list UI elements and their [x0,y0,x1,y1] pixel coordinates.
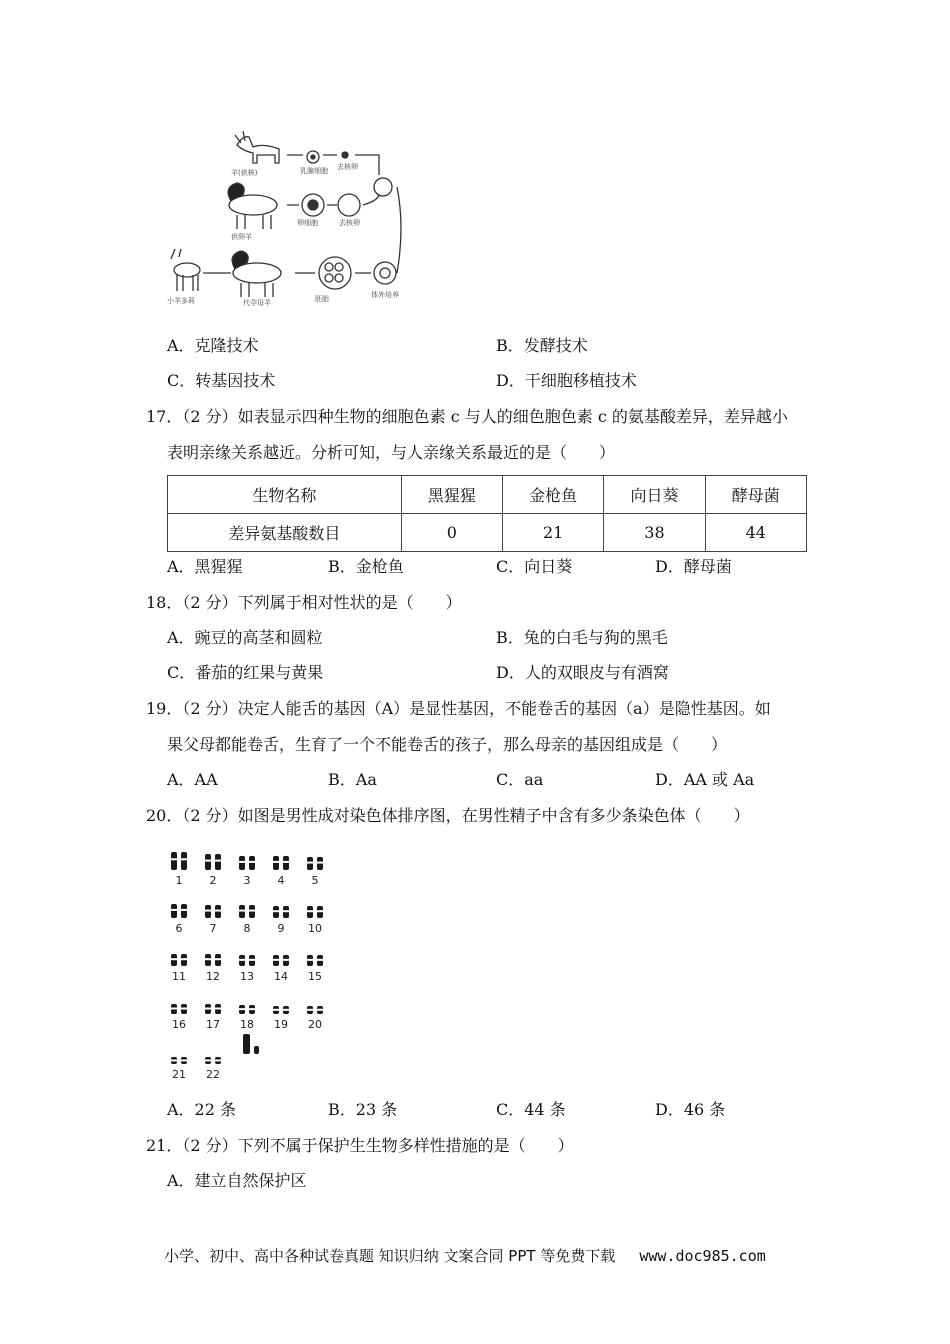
centromere-band [282,910,290,912]
chromosome [205,854,211,870]
centromere-band [204,910,212,912]
footer-url[interactable]: www.doc985.com [639,1247,766,1265]
centromere-band [238,1008,246,1010]
chromosome-pair [272,1006,290,1014]
centromere-band [170,1008,178,1010]
centromere-band [306,862,314,864]
chromosome-number-label: 22 [206,1068,220,1081]
chromosome-pair [306,955,324,966]
q20-option-d: D．46 条 [655,1100,726,1119]
q16-option-a: A．克隆技术 [167,336,259,355]
centromere-band [180,1059,188,1061]
centromere-band [316,1009,324,1011]
centromere-band [282,959,290,961]
q17-option-d: D．酵母菌 [655,557,732,576]
centromere-band [170,858,178,860]
q18-option-b: B．兔的白毛与狗的黑毛 [496,628,668,647]
chromosome-pair [306,1006,324,1014]
table-cell: 44 [705,514,806,552]
q20-option-b: B．23 条 [328,1100,398,1119]
chromosome [181,852,187,870]
centromere-band [316,862,324,864]
q16-option-c: C．转基因技术 [167,371,276,390]
q16-option-b: B．发酵技术 [496,336,588,355]
table-cell: 向日葵 [604,476,705,514]
centromere-band [214,958,222,960]
chromosome-pair [238,905,256,918]
chromosome-number-label: 15 [308,970,322,983]
svg-text:卵细胞: 卵细胞 [297,219,318,227]
chromosome-pair [306,857,324,870]
chromosome-pair [272,955,290,966]
centromere-band [214,1008,222,1010]
svg-text:胚胎: 胚胎 [315,295,329,303]
centromere-band [214,910,222,912]
centromere-band [238,861,246,863]
svg-text:体外培养: 体外培养 [371,291,399,299]
q19-option-b: B．Aa [328,770,377,789]
centromere-band [180,909,188,911]
centromere-band [316,910,324,912]
q17-option-b: B．金枪鱼 [328,557,404,576]
svg-text:供卵羊: 供卵羊 [231,233,252,241]
table-cell: 金枪鱼 [502,476,603,514]
centromere-band [204,860,212,862]
centromere-band [204,958,212,960]
chromosome-pair [170,904,188,918]
q21-option-a: A．建立自然保护区 [167,1171,307,1190]
centromere-band [170,909,178,911]
centromere-band [248,861,256,863]
chromosome [171,852,177,870]
q19-option-d: D．AA 或 Aa [655,770,755,789]
centromere-band [306,959,314,961]
chromosome-number-label: 8 [243,922,251,935]
chromosome-number-label: 13 [240,970,254,983]
chromosome-number-label: 21 [172,1068,186,1081]
q18-option-c: C．番茄的红果与黄果 [167,663,324,682]
chromosome-number-label: 10 [308,922,322,935]
q18-option-a: A．豌豆的高茎和圆粒 [167,628,323,647]
chromosome-number-label: 9 [277,922,285,935]
chromosome-number-label: 4 [277,874,285,887]
centromere-band [214,860,222,862]
q18-stem: 18．（2 分）下列属于相对性状的是（ ） [146,593,462,612]
chromosome-pair [204,1057,222,1064]
svg-text:代孕母羊: 代孕母羊 [243,299,271,307]
q17-stem-line1: 17．（2 分）如表显示四种生物的细胞色素 c 与人的细色胞色素 c 的氨基酸差异，差异越小 [146,407,788,426]
centromere-band [248,1008,256,1010]
chromosome-pair [306,906,324,918]
q18-option-d: D．人的双眼皮与有酒窝 [496,663,669,682]
centromere-band [238,959,246,961]
chromosome-pair [238,856,256,870]
centromere-band [180,858,188,860]
chromosome-pair [204,854,222,870]
chromosome-pair [170,852,188,870]
chromosome [273,856,279,870]
svg-text:羊(供核): 羊(供核) [231,169,258,177]
chromosome-number-label: 2 [209,874,217,887]
page-footer [164,1245,766,1266]
q20-option-c: C．44 条 [496,1100,566,1119]
chromosome-number-label: 7 [209,922,217,935]
chromosome-number-label: 19 [274,1018,288,1031]
centromere-band [238,910,246,912]
centromere-band [316,959,324,961]
male-karyotype-figure [165,842,340,1082]
chromosome-pair [204,905,222,918]
svg-text:小羊多莉: 小羊多莉 [167,297,195,305]
chromosome [239,856,245,870]
chromosome-pair [204,954,222,966]
cloning-diagram-figure [165,125,413,310]
chromosome-number-label: 1 [175,874,183,887]
table-cell: 差异氨基酸数目 [168,514,402,552]
chromosome-number-label: 14 [274,970,288,983]
cloned-kid-goat [171,249,200,291]
q16-option-d: D．干细胞移植技术 [496,371,637,390]
footer-text: 小学、初中、高中各种试卷真题 知识归纳 文案合同 PPT 等免费下载 [164,1247,616,1265]
q17-option-a: A．黑猩猩 [167,557,243,576]
chromosome-pair [170,1057,188,1064]
centromere-band [248,959,256,961]
surrogate-goat-c [232,251,281,297]
centromere-band [272,861,280,863]
q20-option-a: A．22 条 [167,1100,237,1119]
sex-chromosome-pair [243,1034,259,1054]
table-cell: 生物名称 [168,476,402,514]
table-cell: 0 [401,514,502,552]
chromosome-pair [204,1004,222,1014]
centromere-band [272,910,280,912]
chromosome [249,856,255,870]
svg-text:去核卵: 去核卵 [337,163,358,171]
chromosome-pair [170,954,188,966]
x-chromosome [243,1034,250,1054]
q19-option-c: C．aa [496,770,544,789]
table-header-row [168,476,807,514]
chromosome [181,904,187,918]
q19-stem-line1: 19．（2 分）决定人能舌的基因（A）是显性基因，不能卷舌的基因（a）是隐性基因。如 [146,699,771,718]
centromere-band [180,1008,188,1010]
q21-stem: 21．（2 分）下列不属于保护生生物多样性措施的是（ ） [146,1136,574,1155]
centromere-band [180,958,188,960]
chromosome-pair [238,955,256,966]
centromere-band [272,1009,280,1011]
chromosome [283,856,289,870]
chromosome [215,854,221,870]
q20-stem: 20．（2 分）如图是男性成对染色体排序图，在男性精子中含有多少条染色体（ ） [146,806,750,825]
centromere-band [306,910,314,912]
centromere-band [272,959,280,961]
table-cell: 黑猩猩 [401,476,502,514]
svg-text:去核卵: 去核卵 [339,219,360,227]
y-chromosome [254,1046,259,1054]
table-cell: 21 [502,514,603,552]
centromere-band [204,1008,212,1010]
svg-text:乳腺细胞: 乳腺细胞 [300,167,328,175]
chromosome-number-label: 12 [206,970,220,983]
q19-stem-line2: 果父母都能卷舌，生育了一个不能卷舌的孩子，那么母亲的基因组成是（ ） [167,735,728,754]
chromosome [171,904,177,918]
amino-acid-difference-table [167,475,807,552]
centromere-band [204,1059,212,1061]
centromere-band [282,1009,290,1011]
centromere-band [306,1009,314,1011]
chromosome-number-label: 6 [175,922,183,935]
q19-option-a: A．AA [167,770,218,789]
chromosome-pair [238,1005,256,1014]
q17-option-c: C．向日葵 [496,557,573,576]
chromosome-number-label: 20 [308,1018,322,1031]
table-cell: 酵母菌 [705,476,806,514]
chromosome-number-label: 17 [206,1018,220,1031]
chromosome-number-label: 5 [311,874,319,887]
donor-goat-a [235,131,279,163]
chromosome-pair [170,1004,188,1014]
centromere-band [282,861,290,863]
chromosome-pair [272,856,290,870]
chromosome-number-label: 11 [172,970,186,983]
chromosome-pair [272,906,290,918]
q17-stem-line2: 表明亲缘关系越近。分析可知，与人亲缘关系最近的是（ ） [167,443,616,462]
chromosome-number-label: 3 [243,874,251,887]
centromere-band [214,1059,222,1061]
table-cell: 38 [604,514,705,552]
donor-goat-b [228,183,277,229]
chromosome-number-label: 18 [240,1018,254,1031]
table-row [168,514,807,552]
centromere-band [248,910,256,912]
chromosome-number-label: 16 [172,1018,186,1031]
centromere-band [170,1059,178,1061]
centromere-band [170,958,178,960]
